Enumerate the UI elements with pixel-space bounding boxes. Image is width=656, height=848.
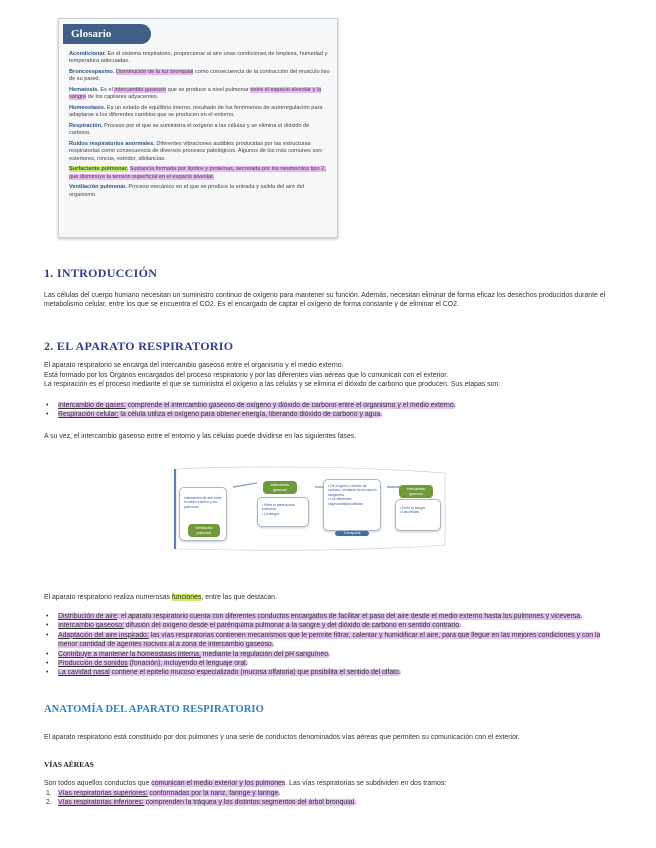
list-item-bold: Vías respiratorias inferiores: xyxy=(58,799,144,807)
glossary-definition-part: entre el espacio alveolar y la sangre xyxy=(69,87,322,101)
glossary-item xyxy=(69,166,331,181)
list-item xyxy=(44,798,610,807)
diagram-card-4 xyxy=(395,499,441,531)
list-marker: 2. xyxy=(46,799,52,807)
glossary-item xyxy=(69,51,331,66)
list-item-body: : el aparato respiratorio cuenta con diferentes conductos encargados de facilitar el paso del aire desde el medio externo hasta los pulmones y viceversa. xyxy=(116,613,582,620)
glossary-term: Hematosis. xyxy=(69,87,99,93)
list-marker: • xyxy=(46,613,49,620)
vias-intro-pre: Son todos aquellos conductos que xyxy=(44,780,152,787)
glossary-definition-part: Sustancia formada por lípidos y proteínas, secretada por los neumocitos tipo 2, que disminuye la tensión superficial en el espacio alveolar. xyxy=(69,166,326,180)
fases-diagram xyxy=(173,465,449,553)
list-item xyxy=(44,612,610,621)
list-item-text xyxy=(58,660,248,667)
intro-paragraph: Las células del cuerpo humano necesitan un suministro continuo de oxígeno para mantener su función. Además, necesitan eliminar de forma eficaz los desechos producidos durante el metabolismo celular, entre los que se encuentra el CO2. Es el encargado de captar el oxígeno de forma constante y de eliminar el CO2. xyxy=(44,292,606,308)
list-marker: • xyxy=(46,631,49,639)
diagram-card-2 xyxy=(257,497,309,527)
list-item-body: la célula utiliza el oxígeno para obtener energía, liberando dióxido de carbono y agua. xyxy=(118,411,383,419)
list-item-body: (fonación), incluyendo el lenguaje oral. xyxy=(127,660,248,668)
list-item xyxy=(44,631,610,650)
list-item-bold: Distribución de aire xyxy=(58,613,117,620)
diagram-label-intercambio-2: Intercambio gaseoso xyxy=(399,485,433,498)
glossary-list xyxy=(69,51,331,202)
glossary-item xyxy=(69,123,331,138)
diagram-card-4-text: • Entre la sangre • Las células xyxy=(400,506,426,515)
glossary-item xyxy=(69,105,331,120)
vias-intro-highlight: comunican el medio exterior y los pulmones xyxy=(151,780,286,787)
glossary-definition-part: Disminución de la luz bronquial xyxy=(115,69,194,75)
list-item-bold: Intercambio gaseoso: xyxy=(58,622,124,630)
anatomia-heading: ANATOMÍA DEL APARATO RESPIRATORIO xyxy=(44,704,264,715)
glossary-title: Glosario xyxy=(63,24,151,44)
list-marker: • xyxy=(46,669,49,677)
aparato-p1: El aparato respiratorio se encarga del intercambio gaseoso entre el organismo y el medio externo. xyxy=(44,362,344,369)
list-item-bold: Producción de sonidos xyxy=(58,660,128,668)
aparato-p4: A su vez, el intercambio gaseoso entre el entorno y las células puede dividirse en las siguientes fases. xyxy=(44,433,357,440)
list-item-body: las vías respiratorias contienen mecanismos que le permite filtrar, calentar y humidificar el aire, para que llegue en las mejores condiciones y con la menor cantidad de agentes nocivos al a zona de intercambio gaseoso. xyxy=(58,631,601,649)
glossary-definition-part: Es el xyxy=(98,87,115,93)
aparato-heading: 2. EL APARATO RESPIRATORIO xyxy=(44,339,234,353)
glossary-definition-part: como consecuencia de la contracción del musculo liso de su pared. xyxy=(69,69,330,83)
list-item-text xyxy=(58,402,456,409)
vias-intro-post: . Las vías respiratorias se subdividen en dos tramos: xyxy=(285,780,447,787)
list-item-text xyxy=(58,790,280,797)
glossary-term: Ruidos respiratorios anormales. xyxy=(69,141,155,147)
glossary-definition-part: En el sistema respiratorio, proporcionar al aire unas condiciones de limpieza, humedad y temperatura adecuadas. xyxy=(69,51,328,65)
list-item-body: comprende el intercambio gaseoso de oxígeno y dióxido de carbono entre el organismo y el medio externo. xyxy=(125,402,456,409)
funciones-intro-highlight: funciones xyxy=(171,594,202,601)
diagram-label-transporte: Transporte xyxy=(335,531,369,536)
glossary-definition-part: Diferentes vibraciones audibles producidas por las estructuras respiratorias como consecuencia de diversos procesos patológicos. Algunos de los más comunes son: estertores, roncus, estridor, sibilancias. xyxy=(69,141,324,162)
list-item-text xyxy=(58,613,582,620)
funciones-intro-pre: El aparato respiratorio realiza numerosas xyxy=(44,594,172,601)
list-item-bold: Intercambio de gases: xyxy=(58,402,126,409)
list-item xyxy=(44,659,610,668)
glossary-item xyxy=(69,69,331,84)
glossary-definition-part: Es un estado de equilibrio interno, resultado de los fenómenos de autorregulación para adaptarse a los diferentes cambios que se producen en el entorno. xyxy=(69,105,323,119)
list-item-text xyxy=(58,411,382,418)
list-item-bold: Contribuye a mantener la homeostasis interna, xyxy=(58,650,201,658)
etapas-list xyxy=(44,401,610,420)
funciones-intro xyxy=(44,593,610,602)
list-marker: • xyxy=(46,660,49,668)
glossary-term: Ventilación pulmonar. xyxy=(69,184,127,191)
list-item-text xyxy=(58,669,401,676)
list-marker: • xyxy=(46,411,49,419)
funciones-list xyxy=(44,612,610,678)
list-marker: • xyxy=(46,622,49,630)
aparato-p3: La respiración es el proceso mediante el que se suministra el oxígeno a las células y se elimina el dióxido de carbono que producen. Sus etapas son: xyxy=(44,381,501,388)
glossary-term: Surfactante pulmonar. xyxy=(69,166,129,173)
list-item-text xyxy=(58,622,461,629)
list-item-text xyxy=(58,651,330,658)
aparato-p2: Está formado por los Órganos encargados del proceso respiratorio y por las diferentes vías aéreas que lo comunican con el exterior. xyxy=(44,372,449,379)
anatomia-paragraph: El aparato respiratorio está constituido por dos pulmones y una serie de conductos denominados vías aéreas que permiten su comunicación con el exterior. xyxy=(44,734,520,741)
list-marker: • xyxy=(46,650,49,658)
glossary-definition-part: Proceso por el que se suministra el oxígeno a las células y se elimina el dióxido de carbono. xyxy=(69,123,310,137)
list-item xyxy=(44,650,610,659)
vias-intro xyxy=(44,779,610,788)
diagram-card-3 xyxy=(323,479,381,531)
diagram-card-3-text: • De oxígeno y dióxido de carbono, mediante la circulación sanguínea • Los diferentes órganos/tejidos/células xyxy=(328,484,377,506)
glossary-definition-part: intercambio gaseoso xyxy=(114,87,167,93)
glossary-term: Homeostasis. xyxy=(69,105,106,111)
list-item-bold: Respiración celular: xyxy=(58,411,119,419)
glossary-term: Respiración. xyxy=(69,123,103,129)
diagram-label-ventilacion: Ventilación pulmonar xyxy=(188,524,220,537)
list-item xyxy=(44,410,610,419)
glossary-item xyxy=(69,87,331,102)
list-item xyxy=(44,621,610,630)
list-marker: • xyxy=(46,402,49,409)
list-item xyxy=(44,668,610,677)
list-item-body: difusión del oxígeno desde el parénquima pulmonar a la sangre y del dióxido de carbono en sentido contrario. xyxy=(123,622,461,630)
vias-list xyxy=(44,789,610,808)
list-item xyxy=(44,789,610,798)
list-item-bold: Vías respiratorias superiores: xyxy=(58,790,148,797)
diagram-card-1 xyxy=(179,487,227,541)
funciones-intro-post: , entre las que destacan. xyxy=(201,594,277,601)
list-item-text xyxy=(58,632,600,648)
glossary-item xyxy=(69,184,331,199)
glossary-term: Broncoespasmo. xyxy=(69,69,115,75)
list-marker: 1. xyxy=(46,790,52,797)
list-item xyxy=(44,401,610,410)
list-item-bold: La cavidad nasal xyxy=(58,669,110,677)
list-item-bold: Adaptación del aire inspirado: xyxy=(58,631,149,639)
glossary-term: Acondicionar. xyxy=(69,51,106,57)
diagram-card-1-text: Intercambio de aire entre el medio externo y los pulmones xyxy=(184,496,222,509)
glossary-definition-part: que se produce a nivel pulmonar xyxy=(166,87,251,93)
glossary-definition-part: de los capilares adyacentes. xyxy=(86,94,159,101)
intro-heading: 1. INTRODUCCIÓN xyxy=(44,266,158,280)
vias-heading: VÍAS AÉREAS xyxy=(44,760,94,769)
list-item-body: mediante la regulación del pH sanguíneo. xyxy=(200,650,330,658)
list-item-body: comprenden la tráquea y los distintos segmentos del árbol bronquial. xyxy=(143,799,357,807)
glossary-item xyxy=(69,141,331,163)
list-item-body: contiene el epitelio mucoso especializado (mucosa olfatoria) que posibilita el sentido del olfato. xyxy=(109,669,401,677)
diagram-card-2-text: • Entre el parénquima pulmonar • La sangre xyxy=(262,503,295,516)
list-item-body: conformadas por la nariz, faringe y laringe. xyxy=(147,790,281,797)
glossary-box xyxy=(58,18,338,238)
glossary-definition-part: Proceso mecánico en el que se produce la entrada y salida del aire del organismo. xyxy=(69,184,305,198)
list-item-text xyxy=(58,799,356,806)
diagram-label-intercambio-1: Intercambio gaseoso xyxy=(263,481,297,494)
